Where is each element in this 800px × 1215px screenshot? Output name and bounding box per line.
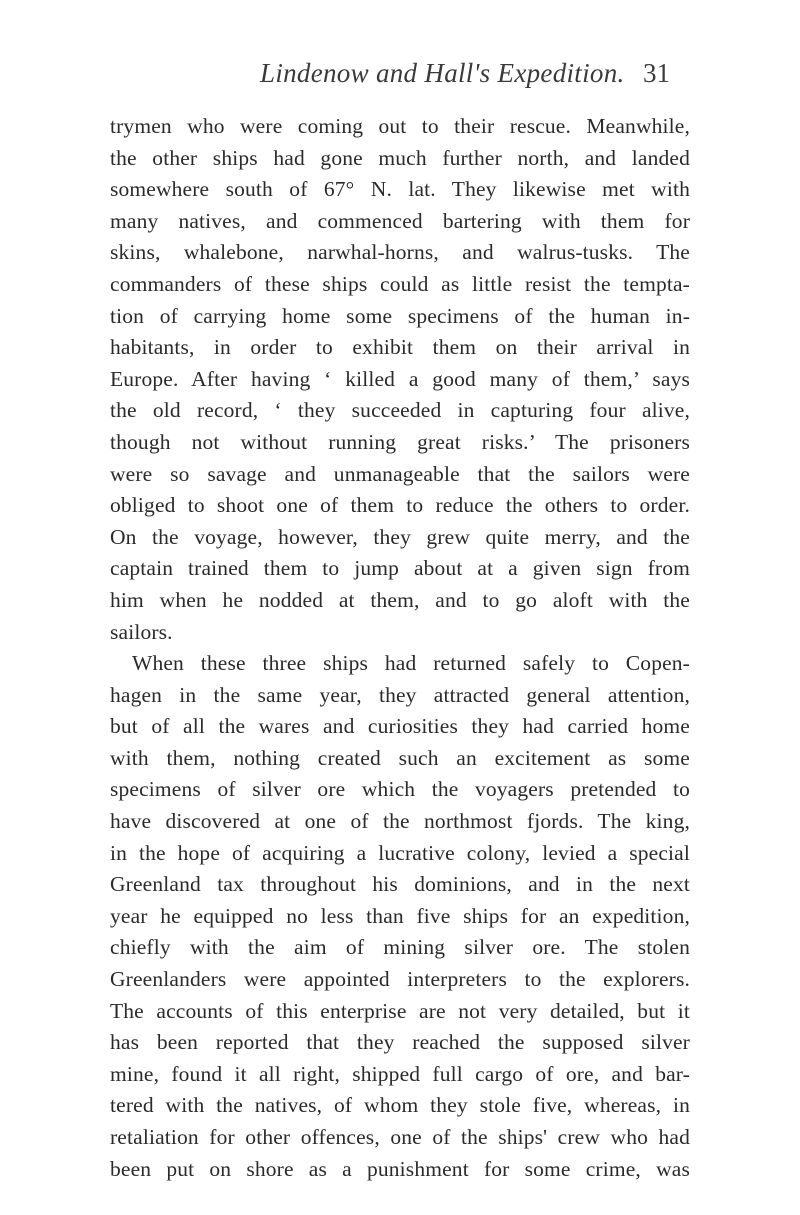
text-line: mine, found it all right, shipped full cargo of ore, and bar- <box>110 1061 690 1086</box>
body-text <box>110 111 690 1185</box>
page-number: 31 <box>643 58 670 88</box>
text-line: has been reported that they reached the supposed silver <box>110 1030 690 1055</box>
text-line: were so savage and unmanageable that the sailors were <box>110 461 690 486</box>
text-line: obliged to shoot one of them to reduce the others to order. <box>110 493 690 518</box>
running-title: Lindenow and Hall's Expedition. <box>260 58 625 88</box>
paragraph-end-line: sailors. <box>110 619 173 644</box>
text-line: the old record, ‘ they succeeded in capturing four alive, <box>110 398 690 423</box>
text-line: Greenlanders were appointed interpreters to the explorers. <box>110 967 690 992</box>
paragraph-start-line: When these three ships had returned safely to Copen- <box>132 651 690 676</box>
text-line: trymen who were coming out to their rescue. Meanwhile, <box>110 114 690 138</box>
text-line: On the voyage, however, they grew quite merry, and the <box>110 524 690 549</box>
text-line: Greenland tax throughout his dominions, and in the next <box>110 872 690 897</box>
text-line: in the hope of acquiring a lucrative colony, levied a special <box>110 840 690 865</box>
running-head <box>250 58 670 98</box>
text-line: though not without running great risks.’ The prisoners <box>110 429 690 454</box>
text-line: have discovered at one of the northmost fjords. The king, <box>110 809 690 834</box>
text-line: captain trained them to jump about at a given sign from <box>110 556 690 581</box>
text-line: chiefly with the aim of mining silver ore. The stolen <box>110 935 690 960</box>
text-line: year he equipped no less than five ships for an expedition, <box>110 903 690 928</box>
text-line: been put on shore as a punishment for some crime, was <box>110 1156 690 1181</box>
text-line: Europe. After having ‘ killed a good many of them,’ says <box>110 366 690 391</box>
text-line: many natives, and commenced bartering with them for <box>110 208 690 233</box>
text-line: hagen in the same year, they attracted general attention, <box>110 682 690 707</box>
text-line: skins, whalebone, narwhal-horns, and walrus-tusks. The <box>110 240 690 265</box>
text-line: the other ships had gone much further north, and landed <box>110 145 690 170</box>
text-line: retaliation for other offences, one of the ships' crew who had <box>110 1125 690 1149</box>
text-line: tion of carrying home some specimens of the human in- <box>110 303 690 328</box>
text-line: specimens of silver ore which the voyagers pretended to <box>110 777 690 802</box>
text-line: habitants, in order to exhibit them on their arrival in <box>110 335 690 360</box>
text-line: with them, nothing created such an excitement as some <box>110 745 690 770</box>
text-line: The accounts of this enterprise are not very detailed, but it <box>110 998 690 1023</box>
text-line: tered with the natives, of whom they stole five, whereas, in <box>110 1093 690 1118</box>
text-line: commanders of these ships could as little resist the tempta- <box>110 271 690 296</box>
text-line: him when he nodded at them, and to go aloft with the <box>110 587 690 612</box>
text-line: but of all the wares and curiosities they had carried home <box>110 714 690 739</box>
text-line: somewhere south of 67° N. lat. They likewise met with <box>110 177 690 202</box>
